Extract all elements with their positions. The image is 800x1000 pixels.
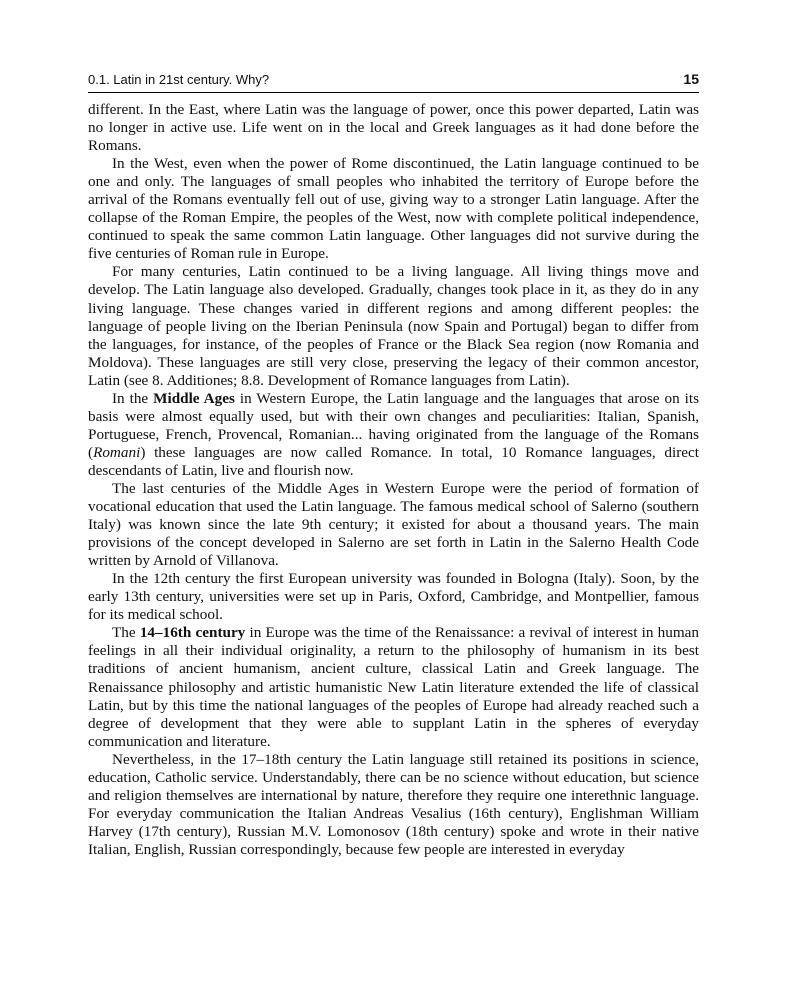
running-header xyxy=(88,70,699,93)
chapter-title: 0.1. Latin in 21st century. Why? xyxy=(88,72,270,87)
text-run: In the xyxy=(112,389,154,407)
paragraph-middle-ages xyxy=(88,390,699,480)
text-run: ) these languages are now called Romance. In total, 10 Romance languages, direct descendants of Latin, live and flourish now. xyxy=(88,443,699,479)
paragraph-17-18th-century: Nevertheless, in the 17–18th century the Latin language still retained its positions in science, education, Catholic service. Understandably, there can be no science without education, but science and religion themselves are international by nature, therefore they require one interethnic language. For everyday communication the Italian Andreas Vesalius (16th century), Englishman William Harvey (17th century), Russian M.V. Lomonosov (18th century) spoke and wrote in their native Italian, English, Russian correspondingly, because few people are interested in everyday xyxy=(88,750,699,858)
text-run: in Europe was the time of the Renaissance: a revival of interest in human feelings in all their individual originality, a return to the philosophy of humanism in its best traditions of ancient humanism, ancient culture, classical Latin and Greek language. The Renaissance philosophy and artistic humanistic New Latin literature extended the life of classical Latin, but by this time the national languages of the peoples of Europe had already reached such a degree of development that they were able to supplant Latin in the spheres of everyday communication and literature. xyxy=(88,624,699,750)
paragraph-west: In the West, even when the power of Rome discontinued, the Latin language continued to be one and only. The languages of small peoples who inhabited the territory of Europe before the arrival of the Romans eventually fell out of use, giving way to a stronger Latin language. After the collapse of the Roman Empire, the peoples of the West, now with complete political independence, continued to speak the same common Latin language. Other languages did not survive during the five centuries of Roman rule in Europe. xyxy=(88,155,699,263)
text-run: The xyxy=(112,624,140,642)
italic-term-romani: Romani xyxy=(93,443,141,461)
bold-term-middle-ages: Middle Ages xyxy=(153,389,235,407)
paragraph-continuation: different. In the East, where Latin was the language of power, once this power departed, Latin was no longer in active use. Life went on in the local and Greek languages as it had done before the Romans. xyxy=(88,101,699,155)
page-number: 15 xyxy=(683,71,699,87)
paragraph-universities: In the 12th century the first European university was founded in Bologna (Italy). Soon, by the early 13th century, universities were set up in Paris, Oxford, Cambridge, and Montpellier, famous for its medical school. xyxy=(88,570,699,624)
paragraph-salerno: The last centuries of the Middle Ages in Western Europe were the period of formation of vocational education that used the Latin language. The famous medical school of Salerno (southern Italy) was known since the late 9th century; it existed for about a thousand years. The main provisions of the concept developed in Salerno are set forth in Latin in the Salerno Health Code written by Arnold of Villanova. xyxy=(88,479,699,570)
paragraph-renaissance xyxy=(88,624,699,750)
bold-term-century: 14–16th century xyxy=(139,624,246,642)
body-text xyxy=(88,101,699,859)
text-run: in Western Europe, the Latin language and the languages that arose on its basis were almost equally used, but with their own changes and peculiarities: Italian, Spanish, Portuguese, French, Provencal, Romanian... having originated from the language of the Romans ( xyxy=(88,389,699,461)
paragraph-living-language: For many centuries, Latin continued to be a living language. All living things move and develop. The Latin language also developed. Gradually, changes took place in it, as they do in any living language. These changes varied in different regions and among different peoples: the language of people living on the Iberian Peninsula (now Spain and Portugal) began to differ from the languages, for instance, of the peoples of France or the Black Sea region (now Romania and Moldova). These languages are still very close, preserving the legacy of their common ancestor, Latin (see 8. Additiones; 8.8. Development of Romance languages from Latin). xyxy=(88,263,699,389)
